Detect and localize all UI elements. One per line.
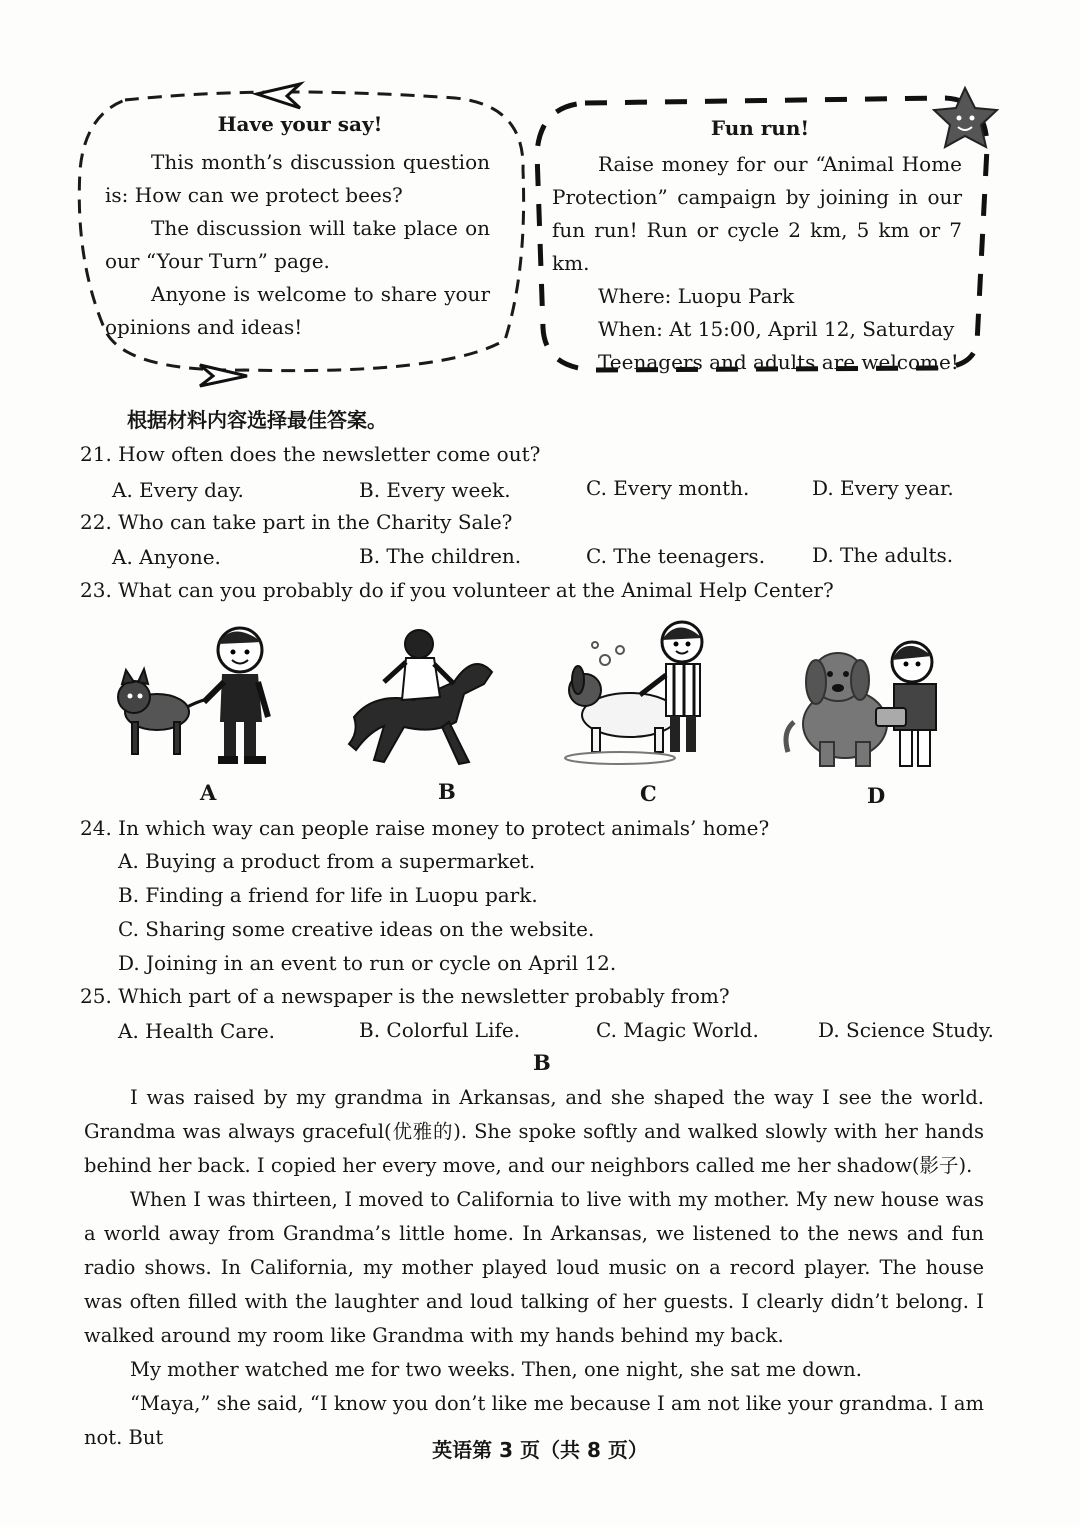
picture-a-dog-walking xyxy=(112,622,282,772)
picture-label-d: D xyxy=(867,783,886,808)
question-21: 21. How often does the newsletter come out? xyxy=(80,442,541,466)
passage-b xyxy=(84,1081,984,1455)
q24-option-d: D. Joining in an event to run or cycle on April 12. xyxy=(118,951,617,975)
picture-label-b: B xyxy=(438,779,456,804)
left-box-line-2: The discussion will take place on our “Your Turn” page. xyxy=(105,216,490,273)
right-box-title: Fun run! xyxy=(710,116,810,140)
q21-option-b: B. Every week. xyxy=(359,478,511,502)
star-icon xyxy=(934,88,997,147)
instruction: 根据材料内容选择最佳答案。 xyxy=(127,408,387,432)
right-box-body xyxy=(552,148,962,379)
page-footer: 英语第 3 页（共 8 页） xyxy=(432,1438,648,1462)
q25-option-b: B. Colorful Life. xyxy=(359,1018,521,1042)
passage-paragraph-3: My mother watched me for two weeks. Then, one night, she sat me down. xyxy=(130,1358,862,1381)
q22-option-a: A. Anyone. xyxy=(112,545,221,569)
left-box-title: Have your say! xyxy=(217,112,383,136)
q22-option-d: D. The adults. xyxy=(812,543,954,567)
picture-b-horse-riding xyxy=(344,622,504,772)
section-b-heading: B xyxy=(533,1050,551,1075)
q22-option-b: B. The children. xyxy=(359,544,522,568)
right-box-when: When: At 15:00, April 12, Saturday xyxy=(598,317,955,341)
q25-option-c: C. Magic World. xyxy=(596,1018,759,1042)
q21-option-c: C. Every month. xyxy=(586,476,750,500)
passage-paragraph-2: When I was thirteen, I moved to California to live with my mother. My new house was a world away from Grandma’s little home. In Arkansas, we listened to the news and fun radio shows. In California, my mother played loud music on a record player. The house was often filled with the laughter and loud talking of her guests. I clearly didn’t belong. I walked around my room like Grandma with my hands behind my back. xyxy=(84,1188,984,1347)
picture-d-dog-feeding xyxy=(780,632,950,782)
passage-paragraph-4: “Maya,” she said, “I know you don’t like me because I am not like your grandma. I am not. But xyxy=(84,1392,984,1449)
q25-option-a: A. Health Care. xyxy=(118,1019,276,1043)
right-box-welcome: Teenagers and adults are welcome! xyxy=(598,350,959,374)
question-23: 23. What can you probably do if you volunteer at the Animal Help Center? xyxy=(80,578,834,602)
picture-c-dog-washing xyxy=(560,620,730,770)
q21-option-d: D. Every year. xyxy=(812,476,954,500)
paper-plane-icon-top xyxy=(257,84,300,108)
question-22: 22. Who can take part in the Charity Sale? xyxy=(80,510,513,534)
q24-option-b: B. Finding a friend for life in Luopu park. xyxy=(118,883,538,907)
question-24: 24. In which way can people raise money to protect animals’ home? xyxy=(80,816,770,840)
left-box-line-3: Anyone is welcome to share your opinions and ideas! xyxy=(105,282,490,339)
q21-option-a: A. Every day. xyxy=(112,478,244,502)
picture-label-c: C xyxy=(640,781,657,806)
left-box-body xyxy=(105,146,490,344)
right-box-where: Where: Luopu Park xyxy=(598,284,795,308)
picture-label-a: A xyxy=(200,780,217,805)
question-25: 25. Which part of a newspaper is the newsletter probably from? xyxy=(80,984,730,1008)
q24-option-a: A. Buying a product from a supermarket. xyxy=(118,849,536,873)
q24-option-c: C. Sharing some creative ideas on the website. xyxy=(118,917,595,941)
paper-plane-icon-bottom xyxy=(200,365,247,386)
q25-option-d: D. Science Study. xyxy=(818,1018,994,1042)
left-box-line-1: This month’s discussion question is: How can we protect bees? xyxy=(105,150,490,207)
q22-option-c: C. The teenagers. xyxy=(586,544,766,568)
passage-paragraph-1: I was raised by my grandma in Arkansas, and she shaped the way I see the world. Grandma was always graceful(优雅的). She spoke softly and walked slowly with her hands behind her back. I copied her every move, and our neighbors called me her shadow(影子). xyxy=(84,1086,984,1177)
right-box-line-1: Raise money for our “Animal Home Protection” campaign by joining in our fun run! Run or cycle 2 km, 5 km or 7 km. xyxy=(552,152,962,275)
